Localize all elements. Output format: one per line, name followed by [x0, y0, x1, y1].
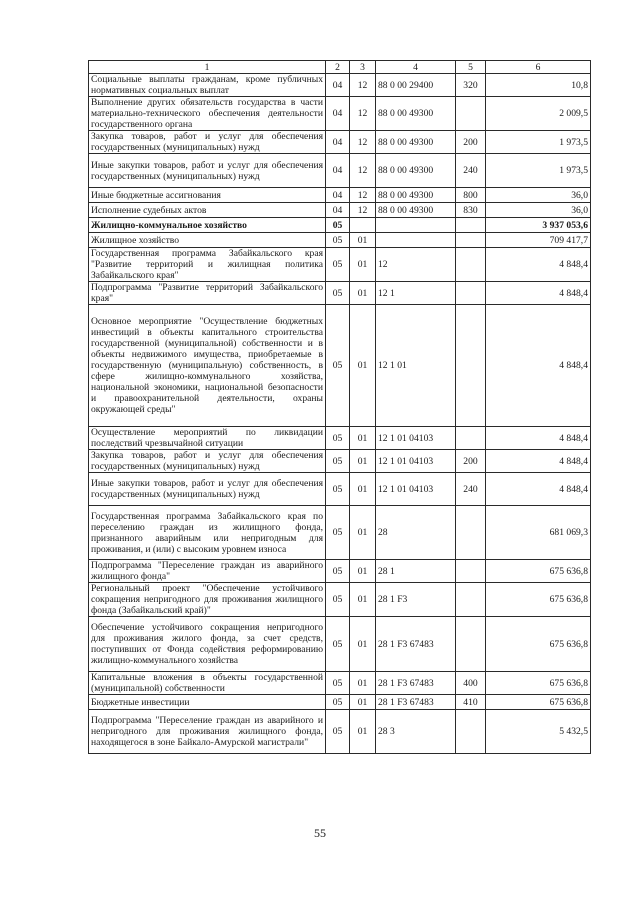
section-code: 05 [326, 560, 350, 583]
target-article-code: 12 1 01 [376, 305, 456, 427]
target-article-code: 28 1 F3 [376, 583, 456, 617]
row-description: Подпрограмма "Переселение граждан из аварийного жилищного фонда" [89, 560, 326, 583]
amount: 10,8 [486, 74, 591, 97]
amount: 4 848,4 [486, 282, 591, 305]
row-description: Исполнение судебных актов [89, 203, 326, 218]
row-description: Государственная программа Забайкальского края "Развитие территорий и жилищная политика Забайкальского края" [89, 248, 326, 282]
table-row [89, 672, 591, 695]
row-description: Подпрограмма "Переселение граждан из аварийного и непригодного для проживания жилищного фонда, находящегося в зоне Байкало-Амурской магистрали" [89, 710, 326, 754]
row-description: Государственная программа Забайкальского края по переселению граждан из жилищного фонда, признанного аварийным или непригодным для проживания, и (или) с высоким уровнем износа [89, 506, 326, 560]
target-article-code: 28 1 F3 67483 [376, 695, 456, 710]
expense-type-code [456, 583, 486, 617]
target-article-code: 12 1 01 04103 [376, 427, 456, 450]
target-article-code: 88 0 00 29400 [376, 74, 456, 97]
amount: 675 636,8 [486, 583, 591, 617]
expense-type-code: 240 [456, 154, 486, 188]
row-description: Выполнение других обязательств государства в части материально-технического обеспечения деятельности государственного органа [89, 97, 326, 131]
target-article-code [376, 233, 456, 248]
section-code: 04 [326, 154, 350, 188]
expense-type-code: 800 [456, 188, 486, 203]
amount: 36,0 [486, 203, 591, 218]
target-article-code: 12 1 01 04103 [376, 450, 456, 473]
expense-type-code [456, 248, 486, 282]
row-description: Обеспечение устойчивого сокращения непригодного для проживания жилого фонда, за счет средств, поступивших от Фонда содействия реформированию жилищно-коммунального хозяйства [89, 617, 326, 672]
subsection-code: 01 [350, 248, 376, 282]
amount: 4 848,4 [486, 248, 591, 282]
row-description: Региональный проект "Обеспечение устойчивого сокращения непригодного для проживания жилищного фонда (Забайкальский край)" [89, 583, 326, 617]
amount: 675 636,8 [486, 560, 591, 583]
section-code: 04 [326, 131, 350, 154]
table-row [89, 473, 591, 506]
section-code: 05 [326, 450, 350, 473]
table-row [89, 305, 591, 427]
table-row [89, 617, 591, 672]
row-description: Капитальные вложения в объекты государственной (муниципальной) собственности [89, 672, 326, 695]
subsection-code: 12 [350, 154, 376, 188]
target-article-code: 28 1 [376, 560, 456, 583]
expense-type-code: 240 [456, 473, 486, 506]
target-article-code: 28 3 [376, 710, 456, 754]
target-article-code: 88 0 00 49300 [376, 154, 456, 188]
table-row [89, 282, 591, 305]
amount: 4 848,4 [486, 473, 591, 506]
row-description: Иные бюджетные ассигнования [89, 188, 326, 203]
amount: 681 069,3 [486, 506, 591, 560]
section-code: 05 [326, 282, 350, 305]
amount: 4 848,4 [486, 427, 591, 450]
subsection-code: 01 [350, 617, 376, 672]
table-row [89, 506, 591, 560]
subsection-code: 01 [350, 710, 376, 754]
expense-type-code [456, 305, 486, 427]
section-code: 05 [326, 305, 350, 427]
row-description: Жилищно-коммунальное хозяйство [89, 218, 326, 233]
amount: 3 937 053,6 [486, 218, 591, 233]
subsection-code: 12 [350, 188, 376, 203]
section-code: 05 [326, 617, 350, 672]
subsection-code: 01 [350, 473, 376, 506]
amount: 2 009,5 [486, 97, 591, 131]
expense-type-code [456, 233, 486, 248]
header-col-2: 2 [326, 61, 350, 74]
target-article-code: 28 1 F3 67483 [376, 672, 456, 695]
expense-type-code: 320 [456, 74, 486, 97]
table-row [89, 154, 591, 188]
amount: 709 417,7 [486, 233, 591, 248]
section-code: 05 [326, 506, 350, 560]
table-body [89, 74, 591, 754]
subsection-code: 01 [350, 282, 376, 305]
row-description: Основное мероприятие "Осуществление бюджетных инвестиций в объекты капитального строительства государственной (муниципальной) собственности и в объекты недвижимого имущества, приобретаемые в государственную (муниципальную) собственность, в сфере жилищно-коммунального хозяйства, национальной экономики, национальной безопасности и правоохранительной деятельности, охраны окружающей среды" [89, 305, 326, 427]
row-description: Иные закупки товаров, работ и услуг для обеспечения государственных (муниципальных) нужд [89, 473, 326, 506]
expense-type-code [456, 710, 486, 754]
table-row [89, 583, 591, 617]
table-row [89, 97, 591, 131]
target-article-code: 88 0 00 49300 [376, 203, 456, 218]
expense-type-code [456, 560, 486, 583]
table-row [89, 710, 591, 754]
row-description: Иные закупки товаров, работ и услуг для обеспечения государственных (муниципальных) нужд [89, 154, 326, 188]
expense-type-code [456, 97, 486, 131]
subsection-code: 12 [350, 203, 376, 218]
subsection-code: 12 [350, 74, 376, 97]
subsection-code: 01 [350, 305, 376, 427]
section-code: 05 [326, 695, 350, 710]
subsection-code: 12 [350, 97, 376, 131]
table-row [89, 131, 591, 154]
section-code: 04 [326, 97, 350, 131]
header-col-4: 4 [376, 61, 456, 74]
amount: 4 848,4 [486, 450, 591, 473]
table-row [89, 695, 591, 710]
target-article-code [376, 218, 456, 233]
amount: 36,0 [486, 188, 591, 203]
expense-type-code: 200 [456, 450, 486, 473]
expense-type-code: 830 [456, 203, 486, 218]
table-row [89, 427, 591, 450]
table-row [89, 188, 591, 203]
row-description: Жилищное хозяйство [89, 233, 326, 248]
amount: 5 432,5 [486, 710, 591, 754]
section-code: 04 [326, 188, 350, 203]
row-description: Социальные выплаты гражданам, кроме публичных нормативных социальных выплат [89, 74, 326, 97]
header-col-6: 6 [486, 61, 591, 74]
row-description: Бюджетные инвестиции [89, 695, 326, 710]
target-article-code: 88 0 00 49300 [376, 131, 456, 154]
table-row [89, 74, 591, 97]
subsection-code: 01 [350, 233, 376, 248]
amount: 675 636,8 [486, 617, 591, 672]
amount: 675 636,8 [486, 672, 591, 695]
target-article-code: 28 [376, 506, 456, 560]
table-row [89, 233, 591, 248]
target-article-code: 12 1 [376, 282, 456, 305]
amount: 675 636,8 [486, 695, 591, 710]
table-row [89, 560, 591, 583]
section-code: 05 [326, 427, 350, 450]
expense-type-code [456, 218, 486, 233]
row-description: Закупка товаров, работ и услуг для обеспечения государственных (муниципальных) нужд [89, 131, 326, 154]
target-article-code: 88 0 00 49300 [376, 188, 456, 203]
budget-table [88, 60, 591, 754]
subsection-code: 01 [350, 695, 376, 710]
expense-type-code [456, 282, 486, 305]
section-code: 05 [326, 248, 350, 282]
row-description: Осуществление мероприятий по ликвидации последствий чрезвычайной ситуации [89, 427, 326, 450]
subsection-code [350, 218, 376, 233]
subsection-code: 01 [350, 506, 376, 560]
subsection-code: 12 [350, 131, 376, 154]
amount: 4 848,4 [486, 305, 591, 427]
subsection-code: 01 [350, 427, 376, 450]
section-code: 04 [326, 203, 350, 218]
table-row [89, 218, 591, 233]
row-description: Подпрограмма "Развитие территорий Забайкальского края" [89, 282, 326, 305]
section-code: 05 [326, 710, 350, 754]
target-article-code: 88 0 00 49300 [376, 97, 456, 131]
page-number: 55 [314, 826, 326, 840]
header-row [89, 61, 591, 74]
row-description: Закупка товаров, работ и услуг для обеспечения государственных (муниципальных) нужд [89, 450, 326, 473]
expense-type-code: 410 [456, 695, 486, 710]
section-code: 05 [326, 672, 350, 695]
table-row [89, 450, 591, 473]
table-row [89, 203, 591, 218]
subsection-code: 01 [350, 672, 376, 695]
subsection-code: 01 [350, 583, 376, 617]
section-code: 05 [326, 218, 350, 233]
section-code: 05 [326, 473, 350, 506]
expense-type-code: 400 [456, 672, 486, 695]
expense-type-code: 200 [456, 131, 486, 154]
header-col-3: 3 [350, 61, 376, 74]
table-row [89, 248, 591, 282]
header-col-5: 5 [456, 61, 486, 74]
section-code: 05 [326, 233, 350, 248]
expense-type-code [456, 617, 486, 672]
amount: 1 973,5 [486, 131, 591, 154]
amount: 1 973,5 [486, 154, 591, 188]
expense-type-code [456, 427, 486, 450]
header-col-1: 1 [89, 61, 326, 74]
target-article-code: 28 1 F3 67483 [376, 617, 456, 672]
section-code: 04 [326, 74, 350, 97]
subsection-code: 01 [350, 560, 376, 583]
target-article-code: 12 1 01 04103 [376, 473, 456, 506]
expense-type-code [456, 506, 486, 560]
subsection-code: 01 [350, 450, 376, 473]
section-code: 05 [326, 583, 350, 617]
target-article-code: 12 [376, 248, 456, 282]
